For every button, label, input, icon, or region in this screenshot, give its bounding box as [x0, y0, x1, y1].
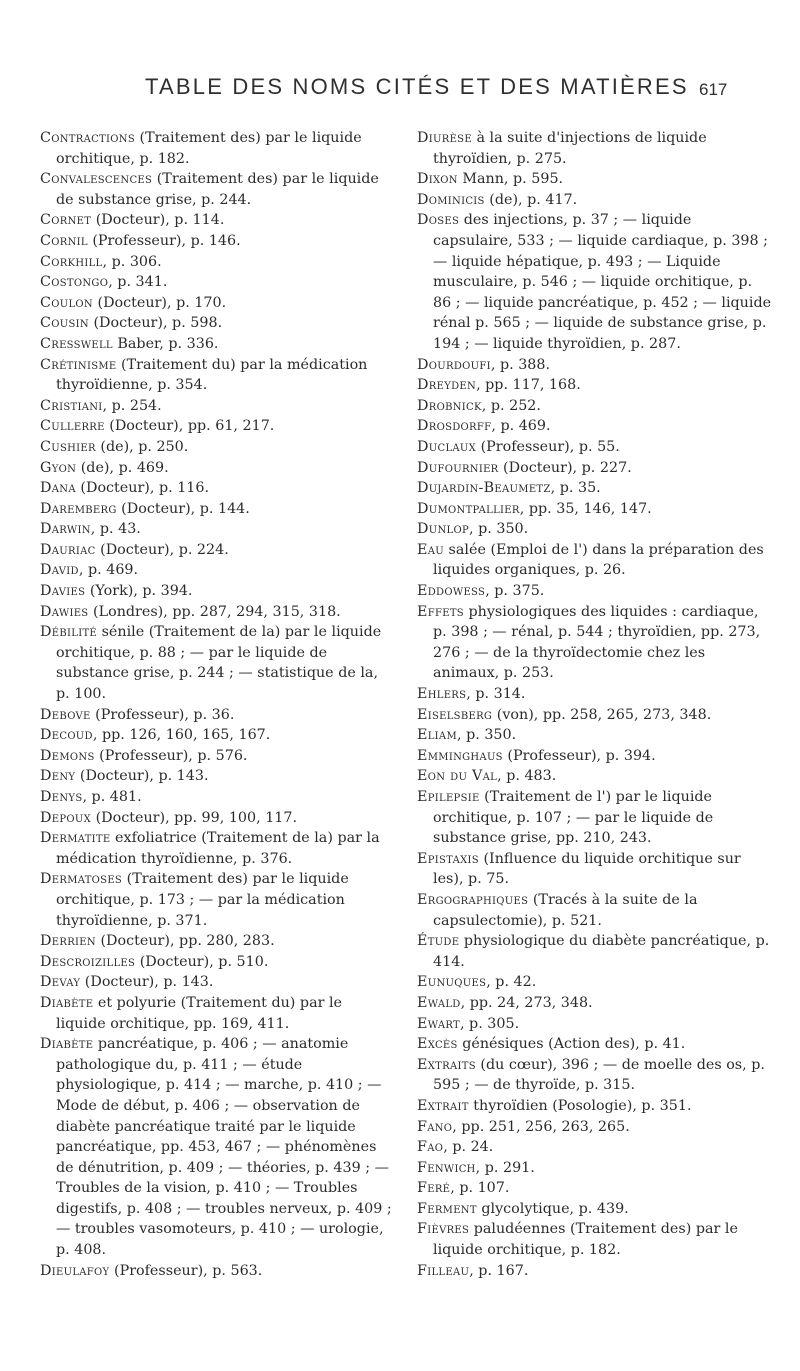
index-entry	[417, 540, 772, 581]
index-entry	[40, 437, 393, 458]
index-entry-text: Baber, p. 336.	[112, 335, 219, 352]
index-entry-text: thyroïdien (Posologie), p. 351.	[468, 1097, 692, 1114]
index-entry-heading: Eunuques	[417, 974, 487, 991]
index-entry-text: (Traitement des) par le liquide orchitique, p. 173 ; — par la médication thyroïdienne, p. 371.	[56, 871, 349, 929]
index-entry	[417, 396, 772, 417]
index-entry-text: , pp. 35, 146, 147.	[519, 500, 652, 517]
index-entry-text: physiologique du diabète pancréatique, p. 414.	[433, 933, 770, 970]
index-entry	[40, 252, 393, 273]
index-entry-heading: Crétinisme	[40, 356, 117, 373]
index-entry-heading: Cullerre	[40, 418, 105, 435]
index-entry-text: (Docteur), p. 114.	[91, 212, 225, 229]
index-entry-heading: Cornet	[40, 212, 92, 229]
index-entry-heading: Dujardin-Beaumetz	[417, 480, 551, 497]
index-entry	[417, 1199, 772, 1220]
index-entry-text: (Tracés à la suite de la capsulectomie), p. 521.	[433, 891, 698, 929]
index-entry-heading: Filleau	[417, 1262, 470, 1279]
index-entry	[40, 705, 393, 726]
index-entry-heading: Decoud	[40, 727, 93, 744]
index-entry-text: (du cœur), 396 ; — de moelle des os, p. 595 ; — de thyroïde, p. 315.	[433, 1056, 765, 1094]
index-entry-text: (Docteur), pp. 61, 217.	[104, 418, 275, 435]
index-entry-heading: Fièvres	[417, 1221, 470, 1238]
index-entry	[417, 375, 772, 396]
index-entry	[40, 396, 393, 417]
index-entry	[417, 499, 772, 520]
index-entry-heading: Dumontpallier	[417, 500, 520, 517]
index-entry-heading: Diurèse	[417, 130, 472, 146]
index-entry-heading: Débilité	[40, 624, 98, 641]
index-entry-heading: Cresswell	[40, 335, 113, 352]
index-entry	[40, 622, 393, 704]
index-entry-text: (Traitement de l') par le liquide orchitique, p. 107 ; — par le liquide de substance grise, pp. 210, 243.	[433, 789, 714, 847]
index-entry-heading: Emminghaus	[417, 747, 503, 764]
index-entry	[40, 993, 393, 1034]
index-entry-heading: Ergographiques	[417, 891, 529, 908]
index-entry-heading: Dawies	[40, 603, 89, 620]
index-entry-heading: Fenwich	[417, 1159, 476, 1176]
index-entry-text: pancréatique, p. 406 ; — anatomie pathologique du, p. 411 ; — étude physiologique, p. 414 ; — marche, p. 410 ; — Mode de début, p. 406 ; — observation de diabète pancréatique traité par le liquide pancréatique, pp. 453, 467 ; — phénomènes de dénutrition, p. 409 ; — théories, p. 439 ; — Troubles de la vision, p. 410 ; — Troubles digestifs, p. 408 ; — troubles nerveux, p. 409 ; — troubles vasomoteurs, p. 410 ; — urologie, p. 408.	[56, 1036, 392, 1259]
index-entry-text: , pp. 117, 168.	[476, 377, 581, 394]
index-entry-text: (Docteur), p. 598.	[88, 315, 223, 332]
index-entry-heading: Demons	[40, 747, 95, 764]
index-entry-heading: Ewart	[417, 1015, 460, 1032]
index-entry	[417, 458, 772, 479]
index-column-right	[417, 128, 772, 1281]
index-entry-text: (Docteur), pp. 280, 283.	[95, 933, 275, 950]
index-entry-text: , p. 305.	[459, 1015, 520, 1032]
index-entry-text: (de), p. 469.	[76, 459, 169, 476]
index-entry-text: , p. 291.	[475, 1159, 535, 1176]
index-entry	[417, 931, 772, 972]
index-entry	[40, 313, 393, 334]
index-entry-text: (Professeur), p. 146.	[87, 232, 241, 249]
index-entry-heading: Depoux	[40, 809, 92, 826]
index-entry	[417, 1219, 772, 1260]
index-entry	[40, 766, 393, 787]
index-entry-text: , pp. 24, 273, 348.	[460, 994, 593, 1011]
index-entry-heading: Ewald	[417, 994, 461, 1011]
index-entry	[40, 355, 393, 396]
index-entry	[40, 334, 393, 355]
index-entry	[417, 128, 772, 169]
index-entry-text: génésiques (Action des), p. 41.	[457, 1036, 686, 1053]
index-entry-text: , p. 388.	[490, 356, 551, 373]
index-entry	[40, 272, 393, 293]
index-entry-heading: Descroizilles	[40, 953, 136, 970]
index-entry-text: (Professeur), p. 394.	[502, 747, 656, 764]
index-entry-heading: Gyon	[40, 459, 77, 476]
index-entry-heading: Eon du Val	[417, 768, 498, 785]
index-entry-text: salée (Emploi de l') dans la préparation des liquides organiques, p. 26.	[433, 541, 764, 579]
index-entry-heading: Dunlop	[417, 521, 470, 538]
index-entry-heading: Dauriac	[40, 541, 96, 558]
index-entry	[417, 972, 772, 993]
index-entry	[417, 725, 772, 746]
index-entry	[417, 1096, 772, 1117]
index-entry-text: , p. 350.	[469, 521, 529, 538]
index-entry-heading: Extrait	[417, 1097, 469, 1114]
index-entry-text: à la suite d'injections de liquide thyroïdien, p. 275.	[433, 130, 707, 167]
index-entry	[40, 1261, 393, 1282]
index-entry-heading: Cristiani	[40, 397, 103, 414]
index-entry	[417, 169, 772, 190]
index-entry	[417, 602, 772, 684]
index-entry-heading: Dreyden	[417, 377, 477, 394]
index-entry-heading: Epistaxis	[417, 850, 479, 867]
index-entry	[40, 458, 393, 479]
index-entry	[417, 519, 772, 540]
index-entry-heading: Contractions	[40, 130, 135, 146]
index-entry-heading: Costongo	[40, 274, 109, 291]
index-entry-heading: Debove	[40, 706, 91, 723]
index-entry	[417, 684, 772, 705]
index-entry	[417, 849, 772, 890]
index-entry	[417, 787, 772, 849]
index-entry	[40, 931, 393, 952]
index-entry-text: , p. 167.	[469, 1262, 529, 1279]
index-entry-text: (Docteur), p. 224.	[95, 541, 229, 558]
index-entry-heading: Dominicis	[417, 191, 485, 208]
index-entry-heading: Corkhill	[40, 253, 103, 270]
index-entry-text: (Docteur), p. 143.	[80, 974, 214, 991]
index-entry-text: (York), p. 394.	[85, 583, 193, 600]
index-entry-heading: Drosdorff	[417, 418, 492, 435]
index-entry	[417, 355, 772, 376]
index-entry	[40, 499, 393, 520]
index-entry-heading: Deny	[40, 768, 76, 785]
index-entry-heading: Diabète	[40, 994, 94, 1011]
index-entry	[40, 416, 393, 437]
index-entry-text: (Professeur), p. 36.	[90, 706, 235, 723]
index-entry	[417, 1117, 772, 1138]
index-entry-heading: Dixon	[417, 171, 458, 188]
index-entry-text: , p. 107.	[450, 1180, 510, 1197]
index-entry-text: , pp. 251, 256, 263, 265.	[452, 1118, 630, 1135]
index-entry-heading: Denys	[40, 789, 83, 805]
index-entry	[40, 1034, 393, 1261]
index-entry	[417, 1261, 772, 1282]
index-entry-text: , p. 314.	[466, 686, 526, 703]
index-entry-text: glycolytique, p. 439.	[476, 1200, 629, 1217]
index-entry-heading: Coulon	[40, 294, 93, 311]
index-entry-text: (Docteur), p. 143.	[75, 768, 209, 785]
index-entry	[40, 210, 393, 231]
index-entry	[417, 746, 772, 767]
index-entry-text: (Traitement des) par le liquide de substance grise, p. 244.	[56, 171, 379, 208]
index-entry-heading: Cushier	[40, 438, 96, 455]
index-entry	[40, 169, 393, 210]
index-entry	[417, 993, 772, 1014]
index-entry-heading: Darwin	[40, 521, 91, 538]
index-entry-text: , p. 306.	[102, 253, 162, 270]
index-entry-text: , p. 483.	[497, 768, 557, 785]
index-entry-text: (Docteur), p. 510.	[135, 953, 269, 970]
index-entry	[417, 1034, 772, 1055]
index-entry-text: , p. 43.	[90, 521, 141, 538]
index-entry-heading: Dourdoufi	[417, 356, 491, 373]
index-entry-text: (Influence du liquide orchitique sur les), p. 75.	[433, 850, 741, 888]
index-entry-heading: Diabète	[40, 1036, 94, 1053]
index-entry-heading: Dufournier	[417, 459, 499, 476]
index-entry	[40, 952, 393, 973]
index-entry-heading: Duclaux	[417, 438, 477, 455]
index-entry-heading: Ferment	[417, 1200, 477, 1217]
page-header	[0, 66, 800, 106]
index-entry-text: , p. 254.	[102, 397, 162, 414]
index-entry	[40, 231, 393, 252]
index-entry-heading: Excès	[417, 1036, 458, 1053]
index-entry-text: (Traitement des) par le liquide orchitique, p. 182.	[56, 130, 362, 167]
index-entry-heading: Extraits	[417, 1056, 476, 1073]
index-entry-text: et polyurie (Traitement du) par le liquide orchitique, pp. 169, 411.	[56, 994, 343, 1032]
index-entry	[40, 725, 393, 746]
index-entry-heading: Eliam	[417, 727, 457, 744]
index-entry-text: , p. 35.	[550, 480, 601, 497]
index-entry-heading: Daremberg	[40, 500, 117, 517]
index-entry-heading: Cousin	[40, 315, 89, 332]
index-entry-text: , p. 469.	[491, 418, 551, 435]
index-entry-heading: Fano	[417, 1118, 453, 1135]
index-entry-text: des injections, p. 37 ; — liquide capsulaire, 533 ; — liquide cardiaque, p. 398 ; — liquide hépatique, p. 493 ; — Liquide musculaire, p. 546 ; — liquide orchitique, p. 86 ; — liquide pancréatique, p. 452 ; — liquide rénal p. 565 ; — liquide de substance grise, p. 194 ; — liquide thyroïdien, p. 287.	[433, 212, 772, 352]
index-entry-heading: Davies	[40, 583, 86, 600]
index-entry	[417, 766, 772, 787]
index-entry	[40, 560, 393, 581]
index-entry-text: (Traitement du) par la médication thyroïdienne, p. 354.	[56, 356, 368, 394]
index-entry	[40, 869, 393, 931]
index-entry-heading: Eiselsberg	[417, 706, 493, 723]
index-entry-text: Mann, p. 595.	[457, 171, 564, 188]
index-entry	[40, 478, 393, 499]
index-entry-heading: David	[40, 562, 79, 579]
index-entry-heading: Convalescences	[40, 171, 153, 188]
index-entry-heading: Dana	[40, 480, 76, 497]
index-entry	[40, 581, 393, 602]
index-entry	[417, 1014, 772, 1035]
page-number: 617	[699, 80, 728, 99]
index-entry-text: , p. 481.	[82, 789, 142, 805]
index-entry-text: paludéennes (Traitement des) par le liquide orchitique, p. 182.	[433, 1221, 738, 1259]
index-entry-text: sénile (Traitement de la) par le liquide orchitique, p. 88 ; — par le liquide de substance grise, p. 244 ; — statistique de la, p. 100.	[56, 624, 382, 703]
index-entry-text: physiologiques des liquides : cardiaque, p. 398 ; — rénal, p. 544 ; thyroïdien, pp. 273, 276 ; — de la thyroïdectomie chez les animaux, p. 253.	[433, 603, 761, 682]
index-entry	[417, 437, 772, 458]
index-entry	[40, 128, 393, 169]
index-entry	[417, 478, 772, 499]
index-entry-text: , p. 350.	[457, 727, 517, 744]
page-title: TABLE DES NOMS CITÉS ET DES MATIÈRES	[145, 74, 689, 99]
index-entry-text: (von), pp. 258, 265, 273, 348.	[492, 706, 712, 723]
index-entry	[40, 746, 393, 767]
index-entry-text: (Docteur), p. 227.	[498, 459, 632, 476]
index-entry	[40, 808, 393, 829]
index-entry-heading: Étude	[417, 933, 460, 950]
index-entry-text: , p. 252.	[481, 397, 541, 414]
index-entry	[40, 540, 393, 561]
index-entry-text: (Docteur), p. 144.	[116, 500, 250, 517]
index-entry-heading: Feré	[417, 1180, 451, 1197]
index-entry-heading: Dieulafoy	[40, 1262, 110, 1279]
index-entry	[40, 602, 393, 623]
index-entry	[40, 787, 393, 808]
index-entry-heading: Effets	[417, 603, 464, 620]
index-entry-text: (Docteur), p. 170.	[92, 294, 227, 311]
index-entry	[417, 416, 772, 437]
index-entry-text: , p. 42.	[486, 974, 537, 991]
index-entry-text: (de), p. 250.	[95, 438, 189, 455]
index-entry-text: (Docteur), pp. 99, 100, 117.	[91, 809, 298, 826]
index-entry-text: (Professeur), p. 55.	[476, 438, 620, 455]
index-entry	[417, 705, 772, 726]
index-entry-text: , p. 341.	[108, 274, 168, 291]
index-entry-text: , p. 469.	[78, 562, 139, 579]
index-entry-heading: Ehlers	[417, 686, 467, 703]
index-entry	[417, 1055, 772, 1096]
index-entry-text: (Professeur), p. 576.	[94, 747, 248, 764]
index-entry-heading: Doses	[417, 212, 460, 229]
index-entry-text: (Professeur), p. 563.	[109, 1262, 263, 1279]
index-entry	[40, 972, 393, 993]
index-entry-text: , p. 24.	[443, 1139, 494, 1156]
index-entry-text: (Londres), pp. 287, 294, 315, 318.	[88, 603, 341, 620]
index-entry	[40, 519, 393, 540]
index-entry-heading: Derrien	[40, 933, 96, 950]
index-entry-text: , pp. 126, 160, 165, 167.	[92, 727, 271, 744]
index-entry	[40, 828, 393, 869]
index-entry	[417, 1137, 772, 1158]
index-entry	[417, 581, 772, 602]
index-entry-heading: Devay	[40, 974, 81, 991]
index-entry-heading: Dermatite	[40, 830, 111, 847]
index-entry	[417, 190, 772, 211]
index-entry-text: , p. 375.	[485, 583, 545, 600]
index-column-left	[40, 128, 393, 1281]
index-entry	[417, 210, 772, 354]
index-entry	[417, 1158, 772, 1179]
index-entry-heading: Cornil	[40, 232, 88, 249]
index-entry-text: exfoliatrice (Traitement de la) par la médication thyroïdienne, p. 376.	[56, 830, 380, 867]
index-entry-heading: Fao	[417, 1139, 444, 1156]
index-entry	[417, 1178, 772, 1199]
index-entry-heading: Dermatoses	[40, 871, 123, 888]
index-entry-heading: Drobnick	[417, 397, 482, 414]
index-entry	[417, 890, 772, 931]
index-entry-heading: Eddowess	[417, 583, 486, 600]
index-entry	[40, 293, 393, 314]
index-entry-heading: Eau	[417, 541, 444, 558]
index-entry-text: (Docteur), p. 116.	[75, 480, 210, 497]
index-entry-heading: Epilepsie	[417, 789, 480, 805]
index-entry-text: (de), p. 417.	[484, 191, 578, 208]
